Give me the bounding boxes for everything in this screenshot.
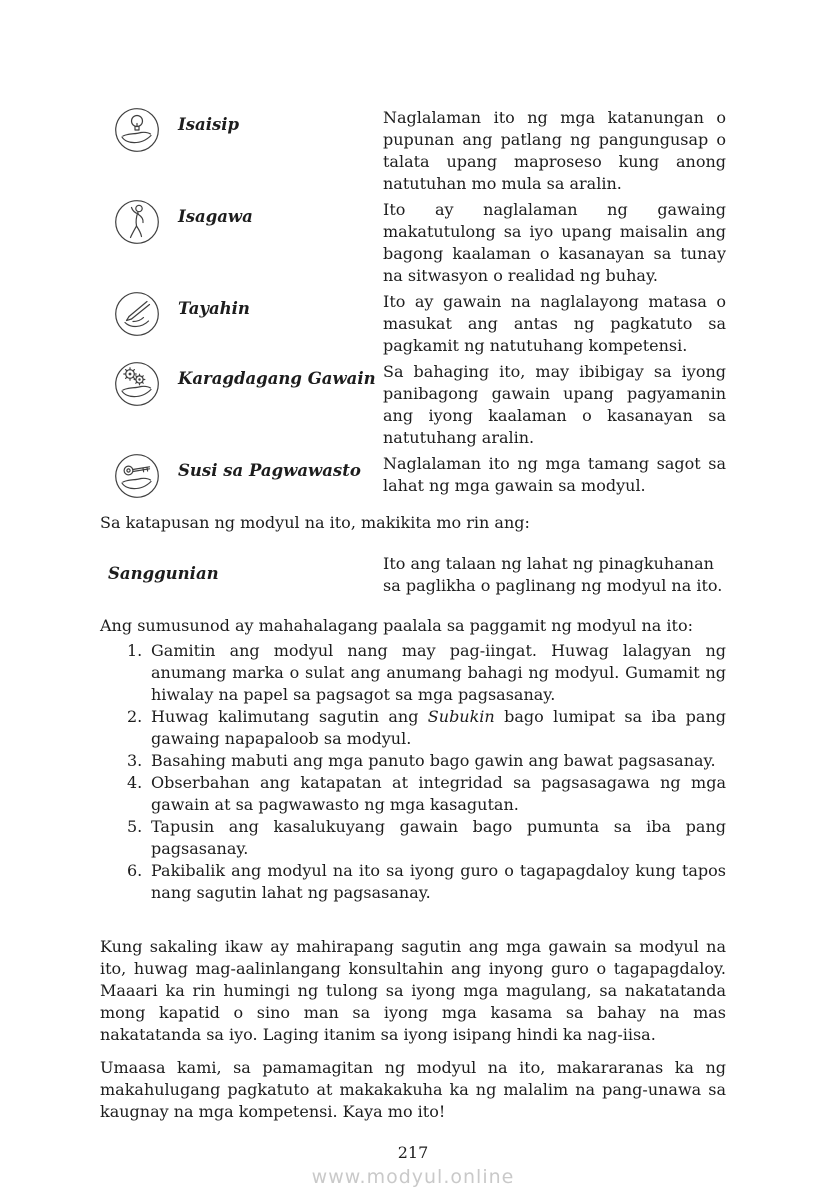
list-number: 5. [127, 817, 143, 836]
module-part-row-karagdagang-gawain [100, 361, 726, 449]
person-acting-icon [114, 199, 160, 245]
lightbulb-hand-icon [114, 107, 160, 153]
closing-line: Sa katapusan ng modyul na ito, makikita mo rin ang: [100, 513, 530, 532]
list-number: 6. [127, 861, 143, 880]
module-part-description: Ito ay gawain na naglalayong matasa o masukat ang antas ng pagkatuto sa pagkamit ng natutuhang kompetensi. [383, 292, 726, 355]
list-item [127, 860, 726, 904]
key-hand-icon [114, 453, 160, 499]
reminders-list [100, 640, 726, 904]
module-part-label: Isagawa [178, 207, 253, 226]
list-item [127, 816, 726, 860]
module-part-row-tayahin [100, 291, 726, 357]
module-part-description: Naglalaman ito ng mga tamang sagot sa lahat ng mga gawain sa modyul. [383, 454, 726, 495]
list-number: 1. [127, 641, 143, 660]
list-text: Obserbahan ang katapatan at integridad sa pagsasagawa ng mga gawain at sa pagwawasto ng mga kasagutan. [151, 773, 726, 814]
module-part-label: Susi sa Pagwawasto [178, 461, 361, 480]
sanggunian-row [100, 553, 726, 597]
list-number: 4. [127, 773, 143, 792]
paragraph-encouragement: Umaasa kami, sa pamamagitan ng modyul na ito, makararanas ka ng makahulugang pagkatuto at makakakuha ka ng malalim na pang-unawa sa kaugnay na mga kompetensi. Kaya mo ito! [100, 1058, 726, 1121]
page-number: 217 [397, 1143, 429, 1162]
module-part-description: Naglalaman ito ng mga katanungan o pupunan ang patlang ng pangungusap o talata upang maproseso kung anong natutuhan mo mula sa aralin. [383, 108, 726, 193]
list-text: Huwag kalimutang sagutin ang Subukin bago lumipat sa iba pang gawaing napapaloob sa modyul. [151, 707, 726, 748]
sanggunian-description: Ito ang talaan ng lahat ng pinagkuhanan sa paglikha o paglinang ng modyul na ito. [383, 554, 723, 595]
pen-writing-icon [114, 291, 160, 337]
list-text: Gamitin ang modyul nang may pag-iingat. Huwag lalagyan ng anumang marka o sulat ang anumang bahagi ng modyul. Gumamit ng hiwalay na papel sa pagsagot sa mga pagsasanay. [151, 641, 726, 704]
sanggunian-label: Sanggunian [108, 564, 219, 583]
list-text: Tapusin ang kasalukuyang gawain bago pumunta sa iba pang pagsasanay. [151, 817, 726, 858]
module-part-description: Ito ay naglalaman ng gawaing makatutulong sa iyo upang maisalin ang bagong kaalaman o kasanayan sa tunay na sitwasyon o realidad ng buhay. [383, 200, 726, 285]
list-number: 2. [127, 707, 143, 726]
module-part-row-isagawa [100, 199, 726, 287]
module-part-label: Isaisip [178, 115, 240, 134]
reminders-intro: Ang sumusunod ay mahahalagang paalala sa paggamit ng modyul na ito: [100, 616, 693, 635]
module-part-row-isaisip [100, 107, 726, 195]
watermark-text: www.modyul.online [311, 1166, 515, 1188]
list-text: Pakibalik ang modyul na ito sa iyong guro o tagapagdaloy kung tapos nang sagutin lahat ng pagsasanay. [151, 861, 726, 902]
list-item [127, 640, 726, 706]
module-part-label: Tayahin [178, 299, 250, 318]
list-text: Basahing mabuti ang mga panuto bago gawin ang bawat pagsasanay. [151, 751, 716, 770]
module-part-label: Karagdagang Gawain [178, 369, 376, 388]
module-part-description: Sa bahaging ito, may ibibigay sa iyong panibagong gawain upang pagyamanin ang iyong kaalaman o kasanayan sa natutuhang aralin. [383, 362, 726, 447]
module-part-row-susi-sa-pagwawasto [100, 453, 726, 499]
gears-hand-icon [114, 361, 160, 407]
list-item [127, 706, 726, 750]
list-item [127, 750, 726, 772]
list-number: 3. [127, 751, 143, 770]
paragraph-help: Kung sakaling ikaw ay mahirapang sagutin ang mga gawain sa modyul na ito, huwag mag-aalinlangang konsultahin ang inyong guro o tagapagdaloy. Maaari ka rin humingi ng tulong sa iyong mga magulang, sa nakatatanda mong kapatid o sino man sa iyong mga kasama sa bahay na mas nakatatanda sa iyo. Laging itanim sa iyong isipang hindi ka nag-iisa. [100, 937, 726, 1044]
list-item [127, 772, 726, 816]
